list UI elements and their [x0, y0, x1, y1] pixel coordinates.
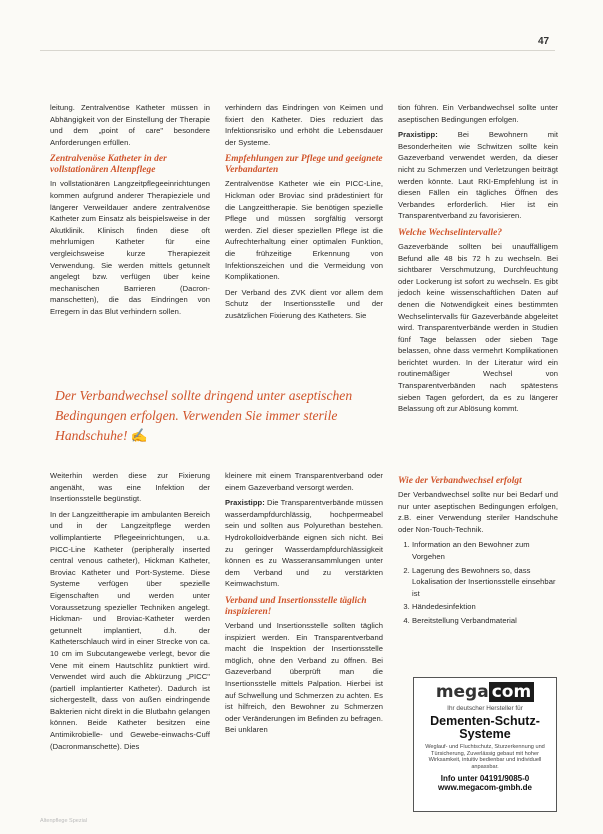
page-number: 47: [538, 36, 550, 47]
tip-text: Bei Bewohnern mit Besonderheiten wie Schwitzen sollte kein Gazeverband verwendet werden, da dieser nicht zu Schmerzen und Verletzungen beiträgt werden könnte. Laut RKI-Empfehlung ist in diesen Fällen ein tägliches Öffnen des Verbandes erforderlich. Hier ist ein Transparentverband zu favorisieren.: [398, 130, 558, 221]
list-item: 2. Lagerung des Bewohners so, dass Lokalisation der Insertionsstelle einsehbar ist: [412, 565, 558, 600]
column-3-top: [398, 102, 558, 419]
paragraph: Weiterhin werden diese zur Fixierung angenäht, was eine Infektion der Insertionsstelle begünstigt.: [50, 471, 210, 504]
paragraph: tion führen. Ein Verbandwechsel sollte unter aseptischen Bedingungen erfolgen.: [398, 103, 558, 124]
paragraph: leitung. Zentralvenöse Katheter müssen in Abhängigkeit von der Einstellung der Therapie und dem „point of care" besondere Anforderungen erfüllen.: [50, 103, 210, 147]
ad-phone: Info unter 04191/9085-0: [440, 774, 530, 783]
paragraph: kleinere mit einem Transparentverband oder einem Gazeverband versorgt werden.: [225, 471, 383, 492]
section-heading: Empfehlungen zur Pflege und geeignete Verbandarten: [225, 154, 383, 176]
steps-list: [398, 539, 558, 626]
ad-website-link[interactable]: www.megacom-gmbh.de: [438, 783, 532, 792]
section-heading: Wie der Verbandwechsel erfolgt: [398, 476, 522, 486]
paragraph: Verband und Insertionsstelle sollten täglich inspiziert werden. Ein Transparentverband macht die Inspektion der Insertionsstelle möglich, ohne den Verband zu öffnen. Bei Gazeverband überprüft man die Insertionsstelle mittels Palpation. Hierbei ist auf Schwellung und Schmerzen zu achten. Es ist hilfreich, den Bewohner zu Schmerzen oder Veränderungen im Befinden zu befragen. Bei unklaren: [225, 620, 383, 735]
list-item: 4. Bereitstellung Verbandmaterial: [412, 615, 558, 627]
paragraph: In der Langzeittherapie im ambulanten Bereich und in der Langzeitpflege werden vollimplantierte Pflegeeinrichtungen, u.a. PICC-Line Katheter (peripherally inserted central venous catheter), Hickman Katheter, Broviac Katheter und Port-Systeme. Diese Systeme verfügen über spezielle Eigenschaften und werden unter Voraussetzung spezieller Techniken angelegt. Hickman- und Broviac-Katheter werden getunnelt implantiert, d.h. der Katheterschlauch wird in einer Strecke von ca. 10 cm im Subcutangewebe verlegt, bevor die Vene mit einem Hautschlitz punktiert wird. Verwendet wird auch die Abkürzung „PICC" (partiell implantierter Katheter). Dadurch ist sichergestellt, dass von außen eindringende Bakterien nicht direkt in die Blutbahn gelangen können. Beide Katheter besitzen eine Antimikrobielle- und Gewebe-einwachs-Cuff (Dacronmanschette). Dies: [50, 509, 210, 751]
paragraph: verhindern das Eindringen von Keimen und fixiert den Katheter. Dies reduziert das Infektionsrisiko und erhöht die Lebensdauer der Systeme.: [225, 103, 383, 147]
practice-tip: [225, 497, 383, 590]
pen-icon: ✍: [130, 428, 148, 443]
paragraph: Gazeverbände sollten bei unauffälligem Befund alle 48 bis 72 h zu wechseln. Bei sichtbarer Verschmutzung, Durchfeuchtung oder Lockerung ist sofort zu wechseln. Es gibt jedoch keine wissenschaftlichen Daten auf denen die Notwendigkeit eines bestimmten Wechselintervalls für Gazeverbände abgeleitet wird. Transparentverbände werden in Studien fünf Tage belassen oder sieben Tage belassen, ohne dass vermehrt Komplikationen berichtet wurden. In der Literatur wird ein routinemäßiger Wechsel von Transparentverbänden nach spätestens sieben Tagen gefordert, da es zu längerer Belassung oft zur Ablösung kommt.: [398, 241, 558, 414]
tip-label: Praxistipp:: [398, 130, 438, 140]
section-heading: Welche Wechselintervalle?: [398, 227, 503, 238]
paragraph: In vollstationären Langzeitpflegeeinrichtungen kommen aufgrund anderer Therapieziele und längerer Verweildauer andere zentralvenöse Katheter zum Einsatz als beispielsweise in der Akutklinik. Klinisch finden diese oft mehrlumigen Katheter für eine vergleichsweise kurze Therapiezeit Verwendung. Sie werden mittels getunnelt angelegt bzw. verfügen über keine mechanischen Barrieren (Dacron-manschetten), die das Eindringen von Erregern in das Blut verhindern sollen.: [50, 179, 210, 316]
ad-description: Weglauf- und Fluchtschutz, Sturzerkennung und Türsicherung, Zuverlässig gebaut mit hoher Wirksamkeit, intuitiv bedienbar und individuell anpassbar.: [425, 744, 545, 770]
column-1-top: [50, 102, 210, 322]
logo-right-part: com: [489, 682, 534, 702]
megacom-logo: [425, 681, 545, 703]
tip-label: Praxistipp:: [225, 498, 265, 508]
column-2-bottom: [225, 470, 383, 740]
tip-text: Die Transparentverbände müssen wasserdampfdurchlässig, hochpermeabel sein und sollten aus Polyurethan bestehen. Hydrokolloidverbände eignen sich nicht. Bei zu geringer Wasserdampfdurchlässigkeit können es zu Wasseransammlungen unter dem Verband und zu verstärkten Keimwachstum.: [225, 498, 383, 589]
paragraph: Zentralvenöse Katheter wie ein PICC-Line, Hickman oder Broviac sind prädestiniert für die Langzeittherapie. Sie benötigen spezielle Pflege und müssen sorgfältig versorgt werden. Ziel dieser speziellen Pflege ist die Aufrechterhaltung einer optimalen Funktion, die frühzeitige Erkennung von Infektionszeichen und die Vermeidung von Komplikationen.: [225, 179, 383, 282]
advertisement[interactable]: [413, 677, 557, 812]
list-item: 3. Händedesinfektion: [412, 601, 558, 613]
header-rule: [40, 50, 555, 51]
paragraph: Der Verband des ZVK dient vor allem dem Schutz der Insertionsstelle und der zusätzlichen Fixierung des Katheters. Sie: [225, 287, 383, 320]
paragraph: Der Verbandwechsel sollte nur bei Bedarf und nur unter aseptischen Bedingungen erfolgen, z.B. einer Verwendung steriler Handschuhe oder Non-Touch-Technik.: [398, 490, 558, 534]
column-2-top: [225, 102, 383, 326]
list-item: 1. Information an den Bewohner zum Vorgehen: [412, 539, 558, 562]
pull-quote-text: Der Verbandwechsel sollte dringend unter aseptischen Bedingungen erfolgen. Verwenden Sie immer sterile Handschuhe!: [55, 388, 353, 443]
section-heading: Verband und Insertionsstelle täglich inspizieren!: [225, 595, 367, 617]
pull-quote: [55, 386, 385, 446]
ad-subtitle: Ihr deutscher Hersteller für: [447, 705, 523, 712]
practice-tip: [398, 129, 558, 222]
column-1-bottom: [50, 470, 210, 756]
section-heading: Zentralvenöse Katheter in der vollstationären Altenpflege: [50, 154, 167, 176]
column-3-bottom: [398, 470, 558, 631]
logo-left-part: mega: [435, 682, 489, 702]
ad-title: Dementen-Schutz-Systeme: [430, 714, 540, 741]
footer-text: Altenpflege Spezial: [40, 818, 88, 824]
